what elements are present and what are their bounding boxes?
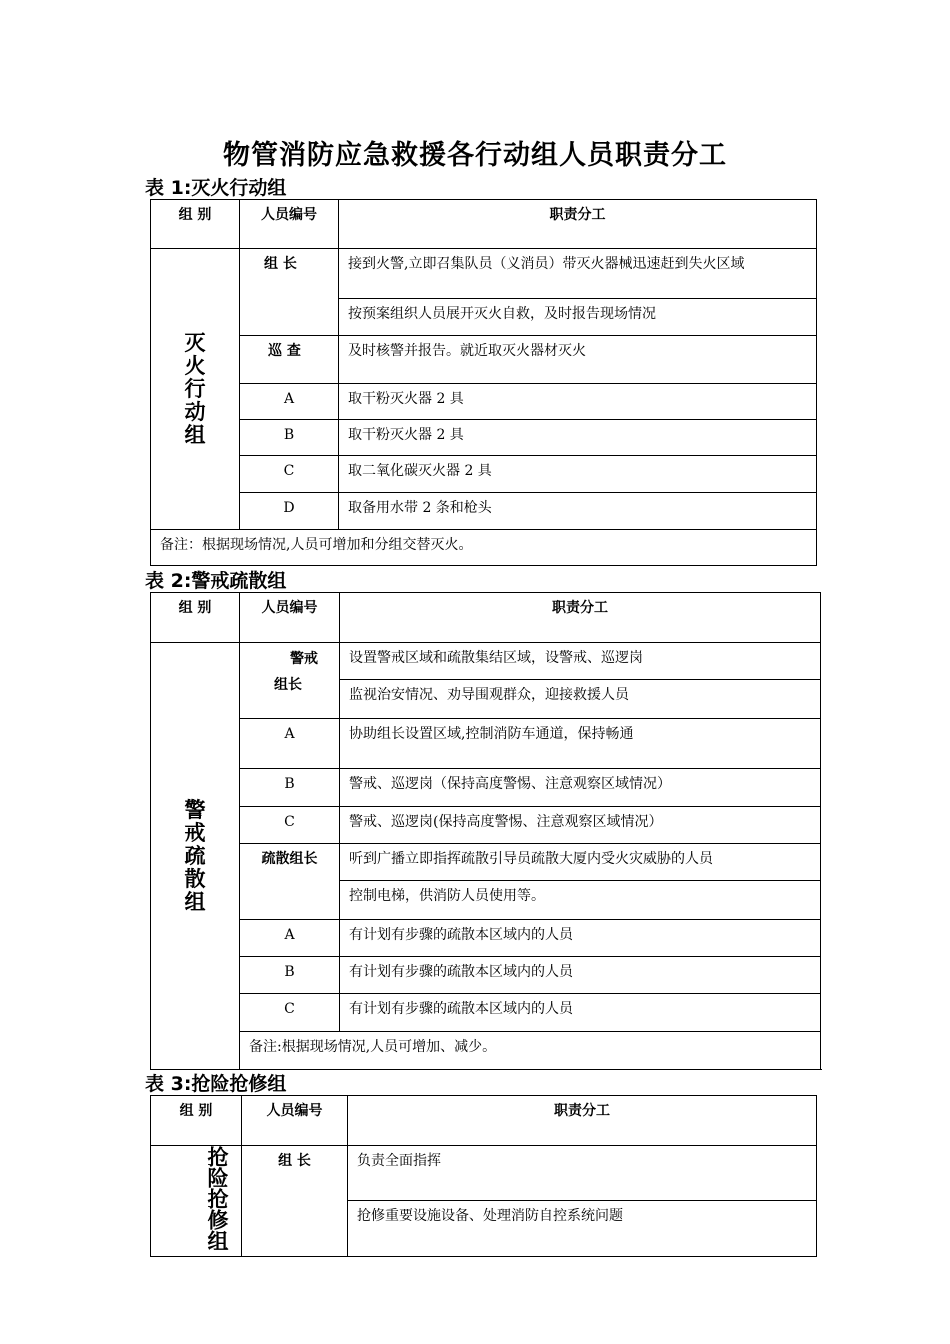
group-name: 灭火行动组 <box>184 330 206 447</box>
table3 <box>150 1095 817 1257</box>
duty-text: 负责全面指挥 <box>348 1146 817 1201</box>
duty-text: 有计划有步骤的疏散本区域内的人员 <box>340 994 821 1032</box>
header-person-id: 人员编号 <box>242 1096 348 1146</box>
header-group: 组 别 <box>151 593 240 643</box>
header-group: 组 别 <box>151 1096 242 1146</box>
person-id: 疏散组长 <box>240 844 340 920</box>
person-id-line2: 组长 <box>274 677 302 693</box>
group-name: 抢险抢修组 <box>205 1146 229 1251</box>
person-id: B <box>240 957 340 994</box>
group-name-cell <box>151 249 240 530</box>
header-person-id: 人员编号 <box>240 593 340 643</box>
person-id: 组 长 <box>242 1146 348 1257</box>
header-duty: 职责分工 <box>339 200 817 249</box>
group-name-cell <box>151 643 240 1070</box>
duty-text: 协助组长设置区域,控制消防车通道，保持畅通 <box>340 719 821 769</box>
table1 <box>150 199 817 566</box>
duty-text: 警戒、巡逻岗（保持高度警惕、注意观察区域情况） <box>340 769 821 807</box>
duty-text: 接到火警,立即召集队员（义消员）带灭火器械迅速赶到失火区域 <box>339 249 817 299</box>
table2 <box>150 592 821 1070</box>
duty-text: 取备用水带 2 条和枪头 <box>339 493 817 530</box>
header-duty: 职责分工 <box>348 1096 817 1146</box>
person-id: B <box>240 769 340 807</box>
header-group: 组 别 <box>151 200 240 249</box>
duty-text: 及时核警并报告。就近取灭火器材灭火 <box>339 336 817 384</box>
table2-note: 备注:根据现场情况,人员可增加、减少。 <box>240 1032 821 1070</box>
person-id-line1: 警戒 <box>290 651 318 667</box>
person-id: A <box>240 920 340 957</box>
duty-text: 有计划有步骤的疏散本区域内的人员 <box>340 957 821 994</box>
person-id: D <box>240 493 339 530</box>
group-name: 警戒疏散组 <box>184 797 206 914</box>
duty-text: 监视治安情况、劝导围观群众，迎接救援人员 <box>340 680 821 719</box>
header-person-id: 人员编号 <box>240 200 339 249</box>
duty-text: 取干粉灭火器 2 具 <box>339 420 817 456</box>
group-name-cell <box>151 1146 242 1257</box>
person-id: C <box>240 807 340 844</box>
person-id: 组 长 <box>240 249 339 336</box>
duty-text: 听到广播立即指挥疏散引导员疏散大厦内受火灾威胁的人员 <box>340 844 821 881</box>
duty-text: 取二氧化碳灭火器 2 具 <box>339 456 817 493</box>
page-title: 物管消防应急救援各行动组人员职责分工 <box>223 140 727 171</box>
person-id: B <box>240 420 339 456</box>
person-id: A <box>240 719 340 769</box>
person-id: C <box>240 994 340 1032</box>
duty-text: 按预案组织人员展开灭火自救，及时报告现场情况 <box>339 299 817 336</box>
person-id: C <box>240 456 339 493</box>
person-id <box>240 643 340 719</box>
table1-caption: 表 1:灭火行动组 <box>145 177 287 199</box>
table2-caption: 表 2:警戒疏散组 <box>145 570 287 592</box>
duty-text: 取干粉灭火器 2 具 <box>339 384 817 420</box>
person-id: A <box>240 384 339 420</box>
header-duty: 职责分工 <box>340 593 821 643</box>
person-id: 巡 查 <box>240 336 339 384</box>
duty-text: 有计划有步骤的疏散本区域内的人员 <box>340 920 821 957</box>
duty-text: 设置警戒区域和疏散集结区域，设警戒、巡逻岗 <box>340 643 821 680</box>
duty-text: 抢修重要设施设备、处理消防自控系统问题 <box>348 1200 817 1256</box>
table1-note: 备注：根据现场情况,人员可增加和分组交替灭火。 <box>151 530 817 566</box>
duty-text: 控制电梯，供消防人员使用等。 <box>340 881 821 920</box>
duty-text: 警戒、巡逻岗(保持高度警惕、注意观察区域情况） <box>340 807 821 844</box>
table3-caption: 表 3:抢险抢修组 <box>145 1073 287 1095</box>
